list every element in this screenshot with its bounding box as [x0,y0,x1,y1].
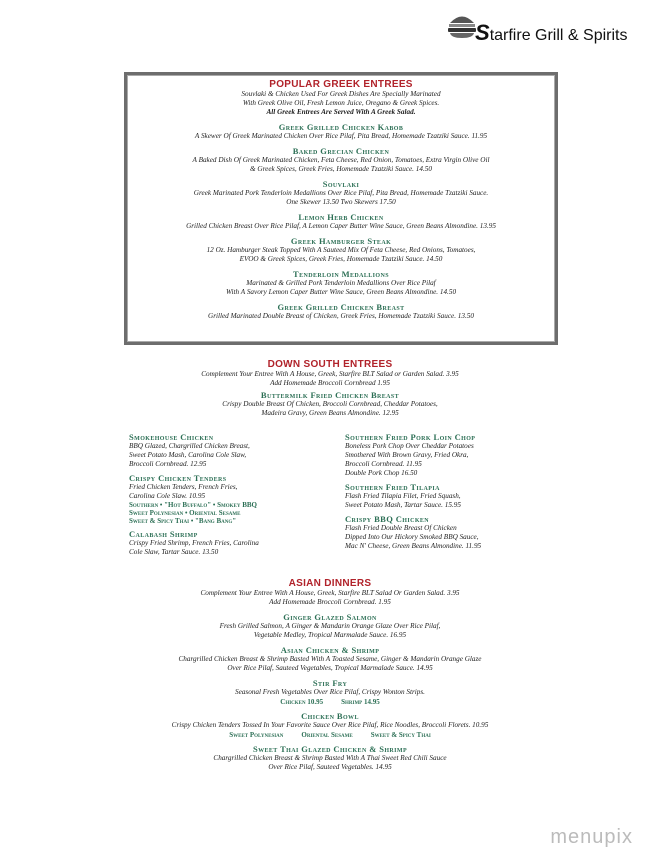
menu-item-name: Sweet Thai Glazed Chicken & Shrimp [252,744,408,754]
greek-section-title: POPULAR GREEK ENTREES [269,79,413,90]
menu-item-name: Tenderloin Medallions [293,269,389,279]
asian-section-title: ASIAN DINNERS [288,578,372,589]
menu-item [131,236,551,264]
menu-item [110,645,550,673]
menu-item-name: Greek Grilled Chicken Breast [277,302,405,312]
menu-item [131,302,551,321]
menu-item-description: Marinated & Grilled Pork Tenderloin Medallions Over Rice Pilaf [246,279,436,287]
menu-item [129,432,329,469]
menu-item [110,711,550,739]
greek-entrees-section [124,72,558,345]
menu-item-description: Boneless Pork Chop Over Cheddar Potatoes [345,442,474,450]
menu-item [110,678,550,706]
south-intro-2: Add Homemade Broccoli Cornbread 1.95 [270,379,390,387]
menu-item-name: Calabash Shrimp [129,529,198,539]
menu-item-description: Double Pork Chop 16.50 [345,469,418,477]
sauce-option: Sweet & Spicy Thai • "Bang Bang" [129,517,237,525]
menu-item [345,432,545,478]
menu-item-options [110,730,550,739]
featured-item-line: Crispy Double Breast Of Chicken, Broccoli Cornbread, Cheddar Potatoes, [222,400,438,408]
menu-item [110,612,550,640]
menu-item [345,482,545,510]
greek-items-list [131,122,551,321]
menu-item-description: Crispy Chicken Tenders Tossed In Your Favorite Sauce Over Rice Pilaf, Rice Noodles, Broccoli Florets. 10.95 [171,721,489,729]
option-label: Shrimp 14.95 [341,698,380,706]
menu-item-name: Southern Fried Tilapia [345,482,440,492]
asian-items-list [110,612,550,772]
south-section-header [110,357,550,418]
menu-item [129,473,329,525]
watermark-text: menupix [550,826,633,848]
menu-item-name: Greek Grilled Chicken Kabob [278,122,404,132]
menu-item-description: Broccoli Cornbread. 12.95 [129,460,207,468]
menu-item-description: Grilled Marinated Double Breast of Chicken, Greek Fries, Homemade Tzatziki Sauce. 13.50 [208,312,474,320]
sauce-option: Sweet Polynesian • Oriental Sesame [129,509,241,517]
menu-item [131,212,551,231]
menu-item-name: Southern Fried Pork Loin Chop [345,432,476,442]
south-intro-1: Complement Your Entree With A House, Greek, Starfire BLT Salad or Garden Salad. 3.95 [201,370,459,378]
menu-item-description: Carolina Cole Slaw. 10.95 [129,492,206,500]
menu-item-description: Sweet Potato Mash, Tartar Sauce. 15.95 [345,501,461,509]
menu-item-description: A Skewer Of Greek Marinated Chicken Over Rice Pilaf, Pita Bread, Homemade Tzatziki Sauce. 11.95 [194,132,488,140]
menu-item-name: Crispy Chicken Tenders [129,473,227,483]
menu-item-name: Asian Chicken & Shrimp [280,645,380,655]
asian-intro-1: Complement Your Entree With A House, Greek, Starfire BLT Salad Or Garden Salad. 3.95 [200,589,460,597]
option-label: Sweet Polynesian [229,731,284,739]
menu-item-description: One Skewer 13.50 Two Skewers 17.50 [286,198,396,206]
menu-item-name: Baked Grecian Chicken [292,146,390,156]
brand-name: Starfire Grill & Spirits [475,20,628,45]
menu-item-description: Chargrilled Chicken Breast & Shrimp Basted With A Toasted Sesame, Ginger & Mandarin Orange Glaze [178,655,482,663]
sauce-option: Southern • "Hot Buffalo" • Smokey BBQ [129,501,257,509]
menu-item-description: Fried Chicken Tenders, French Fries, [129,483,238,491]
featured-item-description [110,400,550,418]
menu-item-description: Crispy Fried Shrimp, French Fries, Carolina [129,539,259,547]
menu-item-description: BBQ Glazed, Chargrilled Chicken Breast, [129,442,250,450]
asian-section [110,576,550,772]
menu-item [110,744,550,772]
menu-item-name: Crispy BBQ Chicken [345,514,430,524]
menu-item [131,146,551,174]
menu-item-name: Lemon Herb Chicken [298,212,384,222]
menu-item-description: Cole Slaw, Tartar Sauce. 13.50 [129,548,219,556]
menu-item-options [110,697,550,706]
menu-item-description: Dipped Into Our Hickory Smoked BBQ Sauce, [345,533,479,541]
menu-item-name: Ginger Glazed Salmon [283,612,377,622]
menu-item-description: Smothered With Brown Gravy, Fried Okra, [345,451,469,459]
menu-item-name: Smokehouse Chicken [129,432,214,442]
menu-item-description: Broccoli Cornbread. 11.95 [345,460,422,468]
burger-icon [447,12,477,40]
restaurant-logo [447,8,657,48]
asian-intro-2: Add Homemade Broccoli Cornbread. 1.95 [269,598,391,606]
menu-item-description: Fresh Grilled Salmon, A Ginger & Mandarin Orange Glaze Over Rice Pilaf, [219,622,441,630]
menu-item [131,179,551,207]
south-left-column [129,428,329,557]
featured-item-name: Buttermilk Fried Chicken Breast [260,390,400,400]
menu-item-name: Chicken Bowl [301,711,359,721]
option-label: Sweet & Spicy Thai [370,731,431,739]
menu-item-description: Sweet Potato Mash, Carolina Cole Slaw, [129,451,247,459]
menu-item [131,122,551,141]
menu-item-description: With A Savory Lemon Caper Butter Wine Sauce, Green Beans Almondine. 14.50 [225,288,457,296]
menu-item-description: Chargrilled Chicken Breast & Shrimp Basted With A Thai Sweet Red Chili Sauce [213,754,447,762]
menu-item-description: Flash Fried Double Breast Of Chicken [345,524,457,532]
greek-intro-1: Souvlaki & Chicken Used For Greek Dishes Are Specially Marinated [241,90,441,98]
south-right-column [345,428,545,551]
menu-item-description: & Greek Spices, Greek Fries, Homemade Tzatziki Sauce. 14.50 [250,165,432,173]
menu-item-name: Greek Hamburger Steak [290,236,392,246]
menu-item-description: Over Rice Pilaf, Sauteed Vegetables, Tropical Marmalade Sauce. 14.95 [227,664,433,672]
menu-item-name: Souvlaki [322,179,360,189]
menu-item-description: A Baked Dish Of Greek Marinated Chicken, Feta Cheese, Red Onion, Tomatoes, Extra Virgin Olive Oil [192,156,490,164]
menu-item-description: EVOO & Greek Spices, Greek Fries, Homemade Tzatziki Sauce. 14.50 [239,255,443,263]
menu-item-description: 12 Oz. Hamburger Steak Topped With A Sauteed Mix Of Feta Cheese, Red Onions, Tomatoes, [206,246,476,254]
menu-item-description: Vegetable Medley, Tropical Marmalade Sauce. 16.95 [253,631,407,639]
greek-intro-2: With Greek Olive Oil, Fresh Lemon Juice, Oregano & Greek Spices. [242,99,440,107]
menu-item [345,514,545,551]
menu-item-description: Flash Fried Tilapia Filet, Fried Squash, [345,492,461,500]
option-label: Oriental Sesame [301,731,353,739]
featured-item-line: Madeira Gravy, Green Beans Almondine. 12.95 [261,409,399,417]
menu-item [129,529,329,557]
menu-item-name: Stir Fry [312,678,348,688]
menu-item-description: Over Rice Pilaf, Sauteed Vegetables. 14.95 [268,763,392,771]
menu-item-description: Grilled Chicken Breast Over Rice Pilaf, A Lemon Caper Butter Wine Sauce, Green Beans Almondine. 13.95 [186,222,496,230]
option-label: Chicken 10.95 [280,698,324,706]
menu-item [131,269,551,297]
menu-item-description: Seasonal Fresh Vegetables Over Rice Pilaf, Crispy Wonton Strips. [235,688,425,696]
menu-item-description: Mac N' Cheese, Green Beans Almondine. 11.95 [345,542,482,550]
menu-item-description: Greek Marinated Pork Tenderloin Medallions Over Rice Pilaf, Pita Bread, Homemade Tzatziki Sauce. [193,189,489,197]
greek-intro-3: All Greek Entrees Are Served With A Greek Salad. [266,108,416,116]
south-section-title: DOWN SOUTH ENTREES [267,359,393,370]
